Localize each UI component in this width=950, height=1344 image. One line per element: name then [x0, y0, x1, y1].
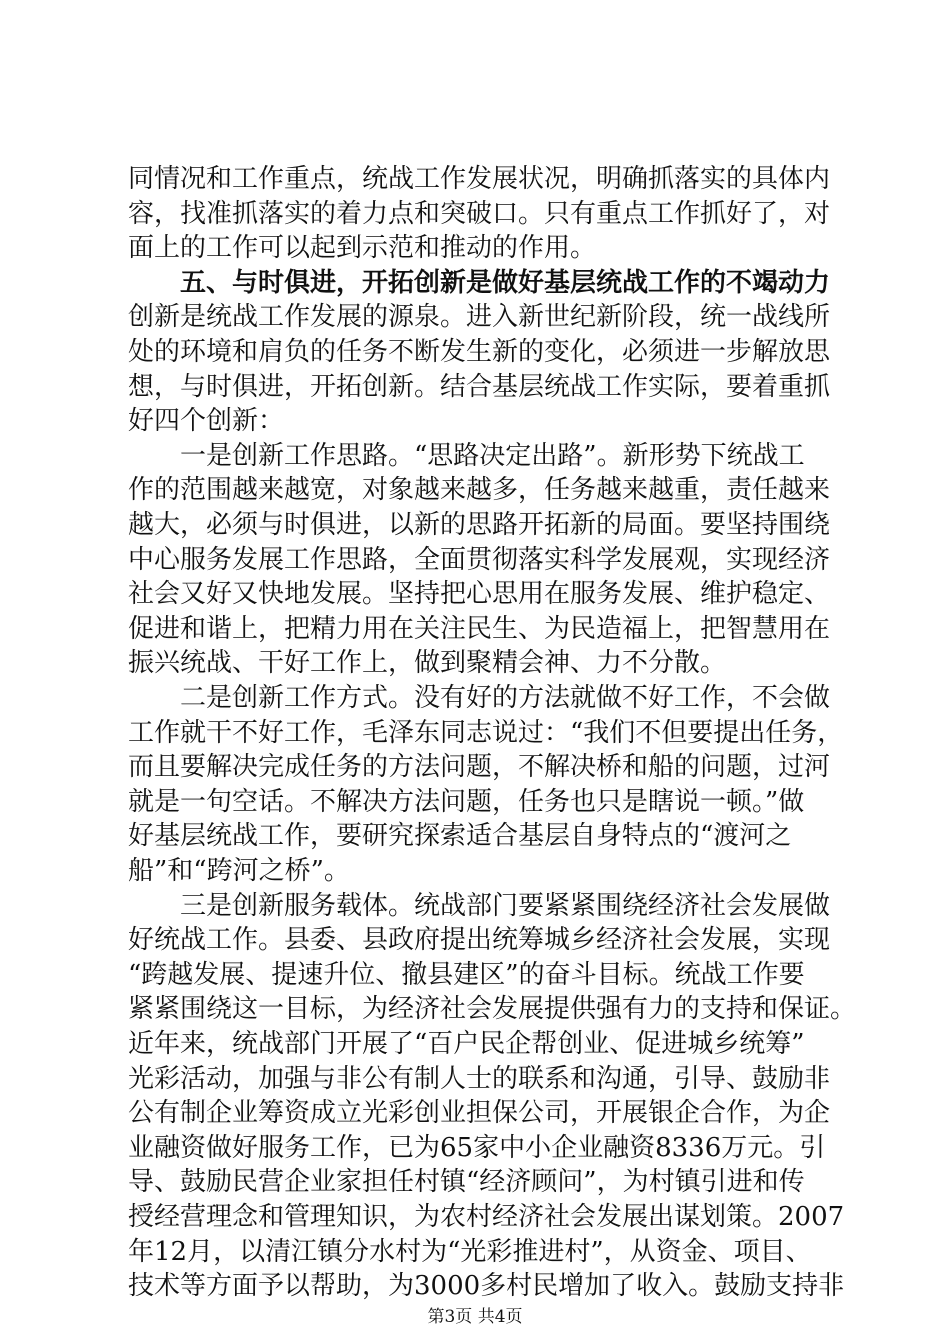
body-line: 授经营理念和管理知识，为农村经济社会发展出谋划策。2007: [128, 1202, 845, 1232]
paragraph-start-line: 一是创新工作思路。“思路决定出路”。新形势下统战工: [180, 441, 805, 471]
body-line: 同情况和工作重点，统战工作发展状况，明确抓落实的具体内: [128, 164, 831, 194]
body-line: 好统战工作。县委、县政府提出统筹城乡经济社会发展，实现: [128, 925, 831, 955]
body-line: 年12月，以清江镇分水村为“光彩推进村”，从资金、项目、: [128, 1237, 812, 1267]
paragraph-start-line: 二是创新工作方式。没有好的方法就做不好工作，不会做: [180, 683, 831, 713]
body-line: 容，找准抓落实的着力点和突破口。只有重点工作抓好了，对: [128, 199, 831, 229]
body-line: 而且要解决完成任务的方法问题，不解决桥和船的问题，过河: [128, 752, 831, 782]
page-footer: 第3页 共4页: [427, 1307, 523, 1327]
body-line: 作的范围越来越宽，对象越来越多，任务越来越重，责任越来: [128, 475, 831, 505]
body-line: “跨越发展、提速升位、撤县建区”的奋斗目标。统战工作要: [128, 960, 805, 990]
body-line: 技术等方面予以帮助，为3000多村民增加了收入。鼓励支持非: [128, 1271, 845, 1301]
body-line: 好基层统战工作，要研究探索适合基层自身特点的“渡河之: [128, 821, 792, 851]
body-line: 公有制企业筹资成立光彩创业担保公司，开展银企合作，为企: [128, 1098, 831, 1128]
body-line: 业融资做好服务工作，已为65家中小企业融资8336万元。引: [128, 1133, 826, 1163]
paragraph-start-line: 三是创新服务载体。统战部门要紧紧围绕经济社会发展做: [180, 891, 831, 921]
section-heading: 五、与时俱进，开拓创新是做好基层统战工作的不竭动力: [180, 268, 831, 298]
body-line: 中心服务发展工作思路，全面贯彻落实科学发展观，实现经济: [128, 545, 831, 575]
body-line: 近年来，统战部门开展了“百户民企帮创业、促进城乡统筹”: [128, 1029, 805, 1059]
body-line: 就是一句空话。不解决方法问题，任务也只是瞎说一顿。”做: [128, 787, 805, 817]
body-line: 振兴统战、干好工作上，做到聚精会神、力不分散。: [128, 648, 727, 678]
body-line: 想，与时俱进，开拓创新。结合基层统战工作实际，要着重抓: [128, 372, 831, 402]
body-line: 处的环境和肩负的任务不断发生新的变化，必须进一步解放思: [128, 337, 831, 367]
body-line: 社会又好又快地发展。坚持把心思用在服务发展、维护稳定、: [128, 579, 831, 609]
body-line: 越大，必须与时俱进，以新的思路开拓新的局面。要坚持围绕: [128, 510, 831, 540]
body-line: 工作就干不好工作，毛泽东同志说过：“我们不但要提出任务，: [128, 718, 844, 748]
body-line: 导、鼓励民营企业家担任村镇“经济顾问”，为村镇引进和传: [128, 1167, 805, 1197]
body-line: 船”和“跨河之桥”。: [128, 856, 350, 886]
body-line: 光彩活动，加强与非公有制人士的联系和沟通，引导、鼓励非: [128, 1064, 831, 1094]
body-line: 创新是统战工作发展的源泉。进入新世纪新阶段，统一战线所: [128, 302, 831, 332]
body-line: 促进和谐上，把精力用在关注民生、为民造福上，把智慧用在: [128, 614, 831, 644]
body-line: 紧紧围绕这一目标，为经济社会发展提供强有力的支持和保证。: [128, 994, 857, 1024]
body-line: 面上的工作可以起到示范和推动的作用。: [128, 233, 597, 263]
body-line: 好四个创新：: [128, 406, 285, 436]
